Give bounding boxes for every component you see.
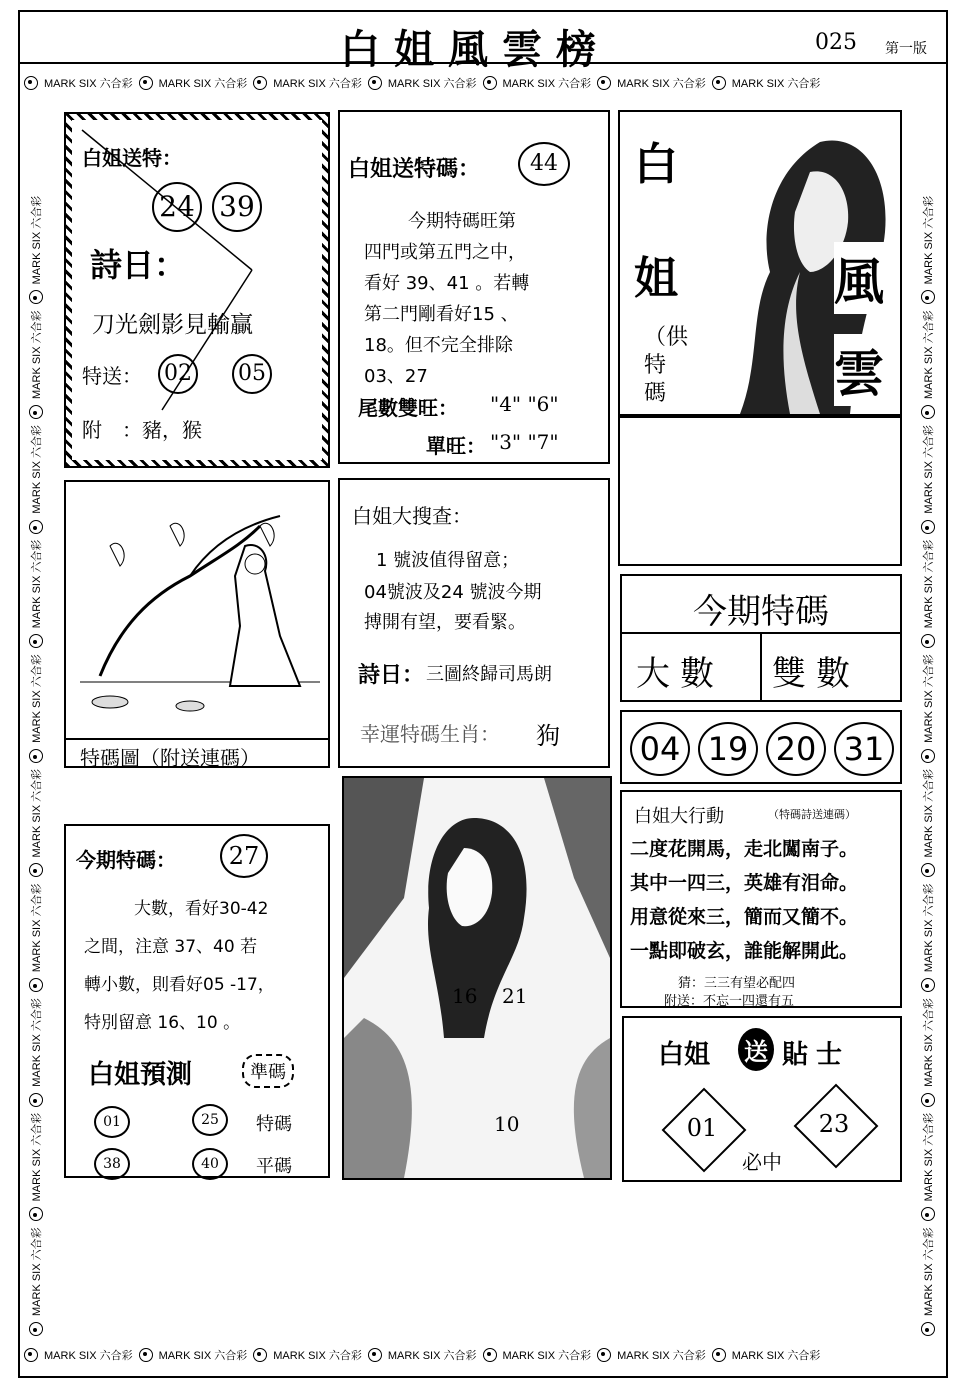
box9-heading-a: 白姐 [658, 1040, 711, 1070]
box1-poem-label: 詩日： [90, 246, 187, 284]
photo-caption: （供特碼 [644, 325, 689, 406]
brand-mark: MARK SIX 六合彩 [158, 1350, 248, 1362]
box8-predict-title: 白姐預測 [88, 1060, 193, 1090]
box7-heading: 白姐大行動 [634, 806, 724, 827]
box4-lucky-label: 幸運特碼生肖： [360, 722, 500, 746]
brand-mark: MARK SIX 六合彩 [923, 425, 935, 514]
brand-mark: MARK SIX 六合彩 [923, 883, 935, 973]
flower-icon [29, 749, 43, 763]
box2-single-label: 單旺： [426, 434, 486, 458]
brand-mark: MARK SIX 六合彩 [158, 78, 248, 90]
box5-heading: 今期特碼 [693, 592, 829, 632]
tip-number-2: 23 [818, 1110, 850, 1138]
box8-row2-num: 38 [94, 1148, 130, 1180]
box1-special-1: 02 [158, 354, 198, 394]
flower-icon [921, 864, 935, 878]
box4-line-2: 04號波及24 號波今期 [364, 582, 542, 603]
flower-icon [921, 1322, 935, 1336]
box5-cell-2: 雙數 [772, 654, 860, 694]
flower-icon [921, 290, 935, 304]
box2-text [364, 206, 604, 392]
box2-tail-label: 尾數雙旺： [358, 396, 458, 420]
brand-mark: MARK SIX 六合彩 [923, 310, 935, 399]
box7-guess: 三三有望必配四 [704, 976, 796, 991]
diagonal-lines [72, 120, 326, 464]
box7-line: 二度花開馬，走北闖南子。 [630, 838, 859, 860]
box4-line-1: 1 號波值得留意； [376, 550, 520, 571]
photo-name-1: 白 [634, 139, 678, 190]
flower-icon [139, 1348, 153, 1362]
box8-line: 轉小數，則看好05 -17， [84, 975, 275, 995]
photo2-number-3: 10 [494, 1112, 520, 1136]
flower-icon [483, 76, 497, 90]
brand-mark: MARK SIX 六合彩 [273, 78, 362, 90]
brand-mark: MARK SIX 六合彩 [502, 1350, 592, 1362]
box-tips [622, 1016, 902, 1182]
box7-line: 一點即破玄，誰能解開此。 [630, 940, 859, 962]
flower-icon [29, 520, 43, 534]
box2-line: 看好 39、41 。若轉 [364, 273, 530, 294]
box7-attach: 不忘一四還有五 [703, 994, 795, 1009]
flower-icon [29, 1093, 43, 1107]
flower-icon [368, 1348, 382, 1362]
brand-mark: MARK SIX 六合彩 [31, 310, 43, 399]
box1-attach-label: 附 [82, 418, 102, 442]
box4-lucky-value: 狗 [536, 722, 560, 750]
box8-line: 大數，看好30-42 [134, 899, 269, 919]
box6-number: 04 [630, 722, 690, 776]
box-big-search [338, 478, 610, 768]
brand-mark: MARK SIX 六合彩 [923, 1112, 935, 1202]
box2-number: 44 [518, 142, 570, 186]
flower-icon [29, 405, 43, 419]
flower-icon [29, 634, 43, 648]
box2-tail-values: "4" "6" [490, 392, 559, 416]
box8-row2-num: 40 [192, 1148, 228, 1180]
flower-icon [483, 1348, 497, 1362]
portrait-image-2 [344, 778, 610, 1178]
box-special-number [338, 110, 610, 464]
illustration-caption: 特碼圖（附送連碼） [80, 746, 260, 770]
box1-heading: 白姐送特： [82, 146, 182, 170]
flower-icon [29, 290, 43, 304]
brand-mark: MARK SIX 六合彩 [502, 78, 592, 90]
box7-line: 其中一四三，英雄有泪命。 [630, 872, 859, 894]
brand-mark: MARK SIX 六合彩 [44, 78, 133, 90]
brand-mark: MARK SIX 六合彩 [387, 1350, 477, 1362]
box8-row1-num: 01 [94, 1106, 130, 1138]
flower-icon [29, 978, 43, 992]
old-man-illustration [70, 486, 324, 736]
brand-mark: MARK SIX 六合彩 [617, 1350, 706, 1362]
flower-icon [712, 76, 726, 90]
box-illustration [64, 480, 330, 768]
tip-number-1: 01 [686, 1114, 718, 1142]
box1-number-2: 39 [212, 182, 262, 232]
box6-number: 20 [766, 722, 826, 776]
photo-name-2: 姐 [634, 253, 678, 304]
brand-strip-bottom [24, 1344, 904, 1366]
brand-strip-left [26, 96, 48, 1336]
box7-guess-label: 猜： [678, 976, 705, 991]
flower-icon [24, 1348, 38, 1362]
brand-strip-top [24, 72, 904, 94]
brand-strip-right [918, 96, 940, 1336]
flower-icon [921, 405, 935, 419]
box8-heading: 今期特碼： [76, 848, 176, 872]
brand-mark: MARK SIX 六合彩 [31, 1112, 43, 1202]
flower-icon [24, 76, 38, 90]
flower-icon [921, 749, 935, 763]
tip-note: 必中 [742, 1150, 782, 1174]
flower-icon [921, 1093, 935, 1107]
flower-icon [921, 634, 935, 648]
box4-poem: 三圖終歸司馬朗 [426, 664, 552, 685]
box1-poem: 刀光劍影見輸贏 [92, 312, 253, 338]
box7-sub: （特碼詩送連碼） [768, 808, 856, 821]
photo-title-1: 風 [834, 242, 884, 314]
brand-mark: MARK SIX 六合彩 [923, 539, 935, 629]
box8-line: 之間，注意 37、40 若 [84, 937, 258, 957]
photo2-number-1: 16 [452, 984, 478, 1008]
brand-mark: MARK SIX 六合彩 [923, 1227, 935, 1316]
brand-mark: MARK SIX 六合彩 [31, 883, 43, 973]
box2-single-values: "3" "7" [490, 430, 559, 454]
flower-icon [597, 1348, 611, 1362]
box8-row1-label: 特碼 [256, 1114, 292, 1135]
brand-mark: MARK SIX 六合彩 [617, 78, 706, 90]
box6-number: 19 [698, 722, 758, 776]
box8-row2-label: 平碼 [256, 1156, 292, 1177]
box2-heading: 白姐送特碼： [348, 157, 481, 182]
box2-line: 18。但不完全排除 [364, 335, 513, 356]
brand-mark: MARK SIX 六合彩 [923, 654, 935, 743]
box8-text [84, 890, 324, 1042]
box-this-period [620, 574, 902, 702]
box-four-numbers [620, 710, 902, 784]
flower-icon [29, 864, 43, 878]
box4-poem-label: 詩日： [358, 663, 425, 688]
issue-number: 025 [815, 30, 857, 55]
box7-attach-label: 附送： [664, 994, 704, 1009]
photo-two [342, 776, 612, 1180]
brand-mark: MARK SIX 六合彩 [923, 768, 935, 858]
box9-heading-b: 貼士 [782, 1040, 851, 1070]
flower-icon [29, 1322, 43, 1336]
flower-icon [921, 520, 935, 534]
box2-line: 03、27 [364, 366, 428, 387]
brand-mark: MARK SIX 六合彩 [31, 539, 43, 629]
box8-row1-num: 25 [192, 1104, 228, 1136]
box5-cell-1: 大數 [636, 654, 724, 694]
brand-mark: MARK SIX 六合彩 [731, 78, 821, 90]
brand-mark: MARK SIX 六合彩 [387, 78, 477, 90]
box8-number: 27 [220, 834, 268, 878]
flower-icon [253, 1348, 267, 1362]
box-this-period-number [64, 824, 330, 1178]
empty-box [618, 416, 902, 566]
brand-mark: MARK SIX 六合彩 [731, 1350, 821, 1362]
box2-line: 今期特碼旺第 [408, 211, 516, 232]
brand-mark: MARK SIX 六合彩 [923, 195, 935, 285]
box1-attach-text: ：豬，猴 [122, 418, 202, 442]
brand-mark: MARK SIX 六合彩 [31, 654, 43, 743]
box4-line-3: 搏開有望，要看緊。 [364, 612, 526, 633]
edition-label: 第一版 [885, 41, 927, 57]
box2-line: 第二門剛看好15 、 [364, 304, 519, 325]
box1-special-2: 05 [232, 354, 272, 394]
photo2-number-2: 21 [502, 984, 528, 1008]
box8-predict-badge: 準碼 [242, 1054, 294, 1088]
box7-poem [630, 832, 858, 968]
brand-mark: MARK SIX 六合彩 [31, 195, 43, 285]
box-white-sister-picks [64, 112, 330, 468]
box2-line: 四門或第五門之中， [364, 242, 526, 263]
box-big-action [620, 790, 902, 1008]
brand-mark: MARK SIX 六合彩 [31, 998, 43, 1087]
photo-card [618, 110, 902, 416]
box1-number-1: 24 [152, 182, 202, 232]
box1-special-label: 特送： [82, 364, 142, 388]
flower-icon [712, 1348, 726, 1362]
flower-icon [253, 76, 267, 90]
box6-number: 31 [834, 722, 894, 776]
flower-icon [597, 76, 611, 90]
box7-line: 用意從來三，簡而又簡不。 [630, 906, 859, 928]
brand-mark: MARK SIX 六合彩 [923, 998, 935, 1087]
page-title: 白姐風雲榜 [340, 27, 610, 73]
brand-mark: MARK SIX 六合彩 [44, 1350, 133, 1362]
flower-icon [139, 76, 153, 90]
title-divider [18, 62, 948, 64]
flower-icon [368, 76, 382, 90]
brand-mark: MARK SIX 六合彩 [31, 425, 43, 514]
brand-mark: MARK SIX 六合彩 [31, 1227, 43, 1316]
box9-heading-mid: 送 [738, 1028, 774, 1071]
photo-title-2: 雲 [834, 334, 884, 406]
flower-icon [921, 978, 935, 992]
flower-icon [29, 1207, 43, 1221]
brand-mark: MARK SIX 六合彩 [273, 1350, 362, 1362]
box4-heading: 白姐大搜查： [352, 504, 472, 528]
box8-line: 特別留意 16、10 。 [84, 1013, 241, 1033]
brand-mark: MARK SIX 六合彩 [31, 768, 43, 858]
flower-icon [921, 1207, 935, 1221]
